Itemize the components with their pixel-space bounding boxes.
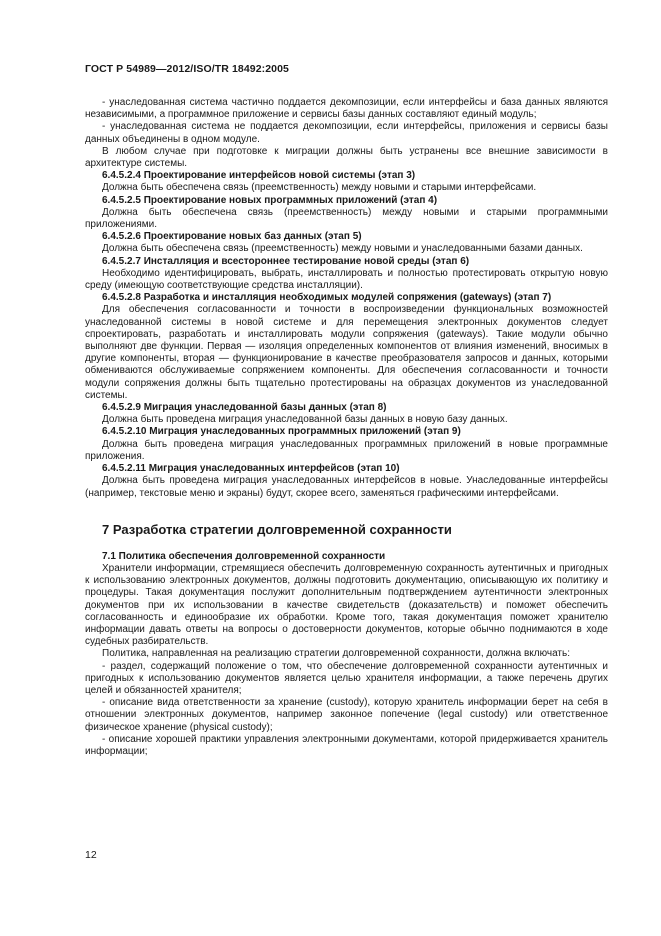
paragraph: - унаследованная система частично поддается декомпозиции, если интерфейсы и база данных являются независимыми, а программное приложение и сервисы базы данных составляют единый модуль; (85, 97, 608, 121)
section-heading: 6.4.5.2.11 Миграция унаследованных интерфейсов (этап 10) (102, 463, 400, 475)
paragraph: Хранители информации, стремящиеся обеспечить долговременную сохранность аутентичных и пригодных к использованию электронных документов, должны подготовить документацию, описывающую их политику и процедуры. Такая документация послужит дополнительным подтверждением аутентичности электронных документов при их использовании в качестве свидетельств (доказательств) и поможет обеспечить согласованность и единообразие их обработки. Кроме того, такая документация поможет хранителю информации давать ответы на вопросы о достоверности документов, которые обычно поднимаются в ходе судебных разбирательств. (85, 562, 608, 648)
page-number: 12 (85, 849, 97, 861)
paragraph: Политика, направленная на реализацию стратегии долговременной сохранности, должна включать: (102, 648, 571, 660)
section-heading: 6.4.5.2.6 Проектирование новых баз данных (этап 5) (102, 231, 362, 243)
list-item: - описание вида ответственности за хранение (custody), которую хранитель информации берет на себя в отношении электронных документов, например законное попечение (legal custody) или ответственное физическое хранение (physical custody); (85, 697, 608, 733)
section-text: Должна быть обеспечена связь (преемственность) между новыми и старыми программными приложениями. (85, 206, 608, 231)
section-text: Должна быть проведена миграция унаследованных интерфейсов в новые. Унаследованные интерфейсы (например, текстовые меню и экраны) будут, скорее всего, заменяться графическими интерфейсами. (85, 475, 608, 499)
section-heading: 6.4.5.2.8 Разработка и инсталляция необходимых модулей сопряжения (gateways) (этап 7) (102, 292, 552, 304)
section-text: Для обеспечения согласованности и точности в воспроизведении функциональных возможностей унаследованной системы в новой системе и для перемещения электронных документов следует спроектировать, разработать и инсталлировать модули сопряжения (gateways). Такие модули обычно выполняют две функции. Первая — изоляция определенных компонентов от влияния изменений, вносимых в другие компоненты, вторая — функционирование в качестве преобразователя запросов и данных, которыми обмениваются обслуживаемые сопряжением компоненты. Для обеспечения согласованности и точности модули сопряжения должны быть тщательно протестированы на образцах документов из унаследованной системы. (85, 304, 608, 401)
section-text: Должна быть обеспечена связь (преемственность) между новыми и унаследованными базами данных. (102, 243, 583, 255)
section-heading: 6.4.5.2.4 Проектирование интерфейсов новой системы (этап 3) (102, 170, 416, 182)
section-heading: 6.4.5.2.7 Инсталляция и всестороннее тестирование новой среды (этап 6) (102, 255, 470, 267)
section-text: Необходимо идентифицировать, выбрать, инсталлировать и полностью протестировать открытую новую среду (имеющую соответствующие средства инсталляции). (85, 267, 608, 292)
document-header: ГОСТ Р 54989—2012/ISO/TR 18492:2005 (85, 63, 289, 75)
section-text: Должна быть проведена миграция унаследованных программных приложений в новые программные приложения. (85, 438, 608, 462)
list-item: - описание хорошей практики управления электронными документами, которой придерживается хранитель информации; (85, 733, 608, 757)
chapter-title: 7 Разработка стратегии долговременной сохранности (102, 521, 452, 537)
section-heading: 6.4.5.2.5 Проектирование новых программных приложений (этап 4) (102, 194, 438, 206)
paragraph: В любом случае при подготовке к миграции должны быть устранены все внешние зависимости в архитектуре системы. (85, 145, 608, 170)
document-body (85, 97, 608, 758)
list-item: - раздел, содержащий положение о том, что обеспечение долговременной сохранности аутентичных и пригодных к использованию документов является целью хранителя информации, а также перечень других целей и обязанностей хранителя; (85, 660, 608, 696)
subsection-heading: 7.1 Политика обеспечения долговременной сохранности (102, 550, 386, 562)
section-heading: 6.4.5.2.9 Миграция унаследованной базы данных (этап 8) (102, 402, 387, 414)
section-text: Должна быть обеспечена связь (преемственность) между новыми и старыми интерфейсами. (102, 182, 537, 194)
section-text: Должна быть проведена миграция унаследованной базы данных в новую базу данных. (102, 414, 508, 426)
paragraph: - унаследованная система не поддается декомпозиции, если интерфейсы, приложения и сервисы базы данных объединены в одном модуле. (85, 121, 608, 145)
section-heading: 6.4.5.2.10 Миграция унаследованных программных приложений (этап 9) (102, 426, 461, 438)
